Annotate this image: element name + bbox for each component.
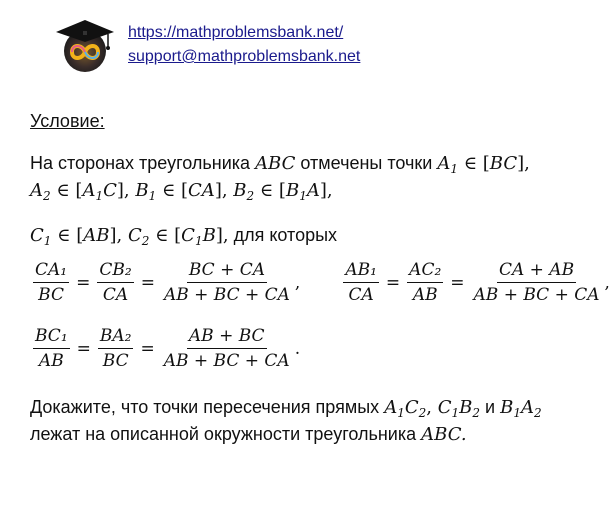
points-expr-line3: $C_1$ ∈ [AB], $C_2$ ∈ $[C_1B]$, [30,225,229,248]
lines-expr-2: $B_1A_2$ [500,397,542,420]
intro-text: На сторонах треугольника [30,153,251,173]
fraction-cb2-ca: $\frac{\text{CB₂}}{CA}$ [99,260,132,305]
prove-text: Докажите, что точки пересечения прямых [30,397,380,417]
lie-on-text: лежат на описанной окружности треугольника [30,424,417,444]
points-expr-line2: $A_2$ ∈ $[A_1C]$, $B_1$ ∈ [CA], $B_2$ ∈ $[B_1A]$, [30,180,333,203]
prove-paragraph [30,394,570,448]
email-link[interactable]: support@mathproblemsbank.net [128,48,361,65]
formula-row-1: $\frac{\text{CA₁}}{BC}$ = $\frac{\text{CB₂}}{CA}$ = $\frac{BC + CA}{AB + BC + CA}$ , $\frac{\text{AB₁}}{CA}$ = $\frac{\text{AC₂}}{AB}$ = $\frac{CA + AB}{AB + BC + CA}$ , [35,260,610,305]
lines-expr-1: $A_1C_2$, $C_1B_2$ [384,397,480,420]
fraction-bc1-ab: $\frac{\text{BC₁}}{AB}$ [35,326,68,371]
fraction-sum-3: $\frac{AB + BC}{AB + BC + CA}$ [163,326,290,371]
triangle-name: ABC [255,153,296,174]
condition-paragraph-1 [30,150,560,204]
fraction-ac2-ab: $\frac{\text{AC₂}}{AB}$ [409,260,442,305]
fraction-ab1-ca: $\frac{\text{AB₁}}{CA}$ [345,260,377,305]
fraction-sum-2: $\frac{CA + AB}{AB + BC + CA}$ [473,260,600,305]
fraction-ba2-bc: $\frac{\text{BA₂}}{BC}$ [99,326,132,371]
final-triangle-name: ABC. [421,424,467,445]
point-a1-expr: $A_1$ ∈ [BC], [437,153,530,176]
mathproblemsbank-logo [54,14,116,74]
header-links [128,21,360,69]
and-text: и [485,397,496,417]
site-link[interactable]: https://mathproblemsbank.net/ [128,24,344,41]
marked-text: отмечены точки [300,153,433,173]
for-which-text: для которых [233,225,338,245]
formula-row-2: $\frac{\text{BC₁}}{AB}$ = $\frac{\text{BA₂}}{BC}$ = $\frac{AB + BC}{AB + BC + CA}$ . [35,326,301,371]
fraction-sum-1: $\frac{BC + CA}{AB + BC + CA}$ [163,260,290,305]
condition-label: Условие: [30,111,105,131]
condition-paragraph-2 [30,222,337,249]
fraction-ca1-bc: $\frac{\text{CA₁}}{BC}$ [35,260,68,305]
